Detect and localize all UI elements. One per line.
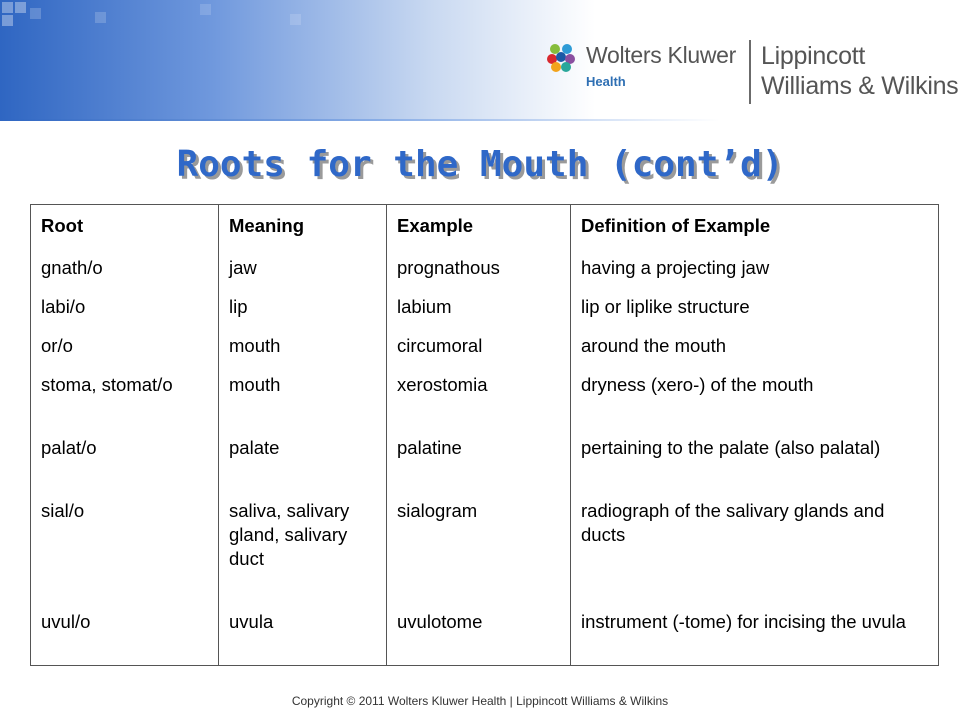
cell-root: stoma, stomat/o [31, 365, 219, 428]
cell-meaning: jaw [219, 248, 387, 287]
cell-example: uvulotome [387, 602, 571, 666]
publisher-logo [544, 40, 959, 108]
brand-sub: Health [586, 74, 626, 89]
publisher-line1: Lippincott [761, 42, 866, 70]
table-row [31, 287, 939, 326]
cell-example: prognathous [387, 248, 571, 287]
cell-meaning: mouth [219, 365, 387, 428]
cell-example: circumoral [387, 326, 571, 365]
cell-root: labi/o [31, 287, 219, 326]
cell-example: sialogram [387, 491, 571, 602]
cell-definition: radiograph of the salivary glands and ducts [571, 491, 939, 602]
cell-definition: lip or liplike structure [571, 287, 939, 326]
header-definition: Definition of Example [571, 205, 939, 249]
table-row [31, 326, 939, 365]
cell-meaning: mouth [219, 326, 387, 365]
header-decoration [0, 0, 960, 30]
header-root: Root [31, 205, 219, 249]
table-row [31, 602, 939, 666]
cell-example: labium [387, 287, 571, 326]
table-row [31, 428, 939, 491]
cell-definition: dryness (xero-) of the mouth [571, 365, 939, 428]
wolters-kluwer-logo-icon [544, 40, 578, 74]
cell-definition: pertaining to the palate (also palatal) [571, 428, 939, 491]
slide-title: Roots for the Mouth (cont’d) [176, 144, 784, 185]
header-meaning: Meaning [219, 205, 387, 249]
roots-table-container [30, 204, 938, 666]
table-row [31, 248, 939, 287]
cell-example: palatine [387, 428, 571, 491]
table-row [31, 491, 939, 602]
publisher-line2: Williams & Wilkins [761, 72, 959, 100]
header-example: Example [387, 205, 571, 249]
table-row [31, 365, 939, 428]
roots-table [30, 204, 939, 666]
cell-definition: instrument (-tome) for incising the uvula [571, 602, 939, 666]
cell-example: xerostomia [387, 365, 571, 428]
cell-root: uvul/o [31, 602, 219, 666]
cell-meaning: lip [219, 287, 387, 326]
table-header-row [31, 205, 939, 249]
cell-meaning: saliva, salivary gland, salivary duct [219, 491, 387, 602]
cell-root: sial/o [31, 491, 219, 602]
cell-root: gnath/o [31, 248, 219, 287]
copyright-footer: Copyright © 2011 Wolters Kluwer Health | Lippincott Williams & Wilkins [291, 694, 669, 708]
cell-definition: having a projecting jaw [571, 248, 939, 287]
cell-meaning: uvula [219, 602, 387, 666]
cell-root: palat/o [31, 428, 219, 491]
brand-name: Wolters Kluwer [586, 42, 737, 68]
header-divider [0, 119, 960, 121]
logo-divider [749, 40, 751, 104]
cell-meaning: palate [219, 428, 387, 491]
cell-definition: around the mouth [571, 326, 939, 365]
cell-root: or/o [31, 326, 219, 365]
